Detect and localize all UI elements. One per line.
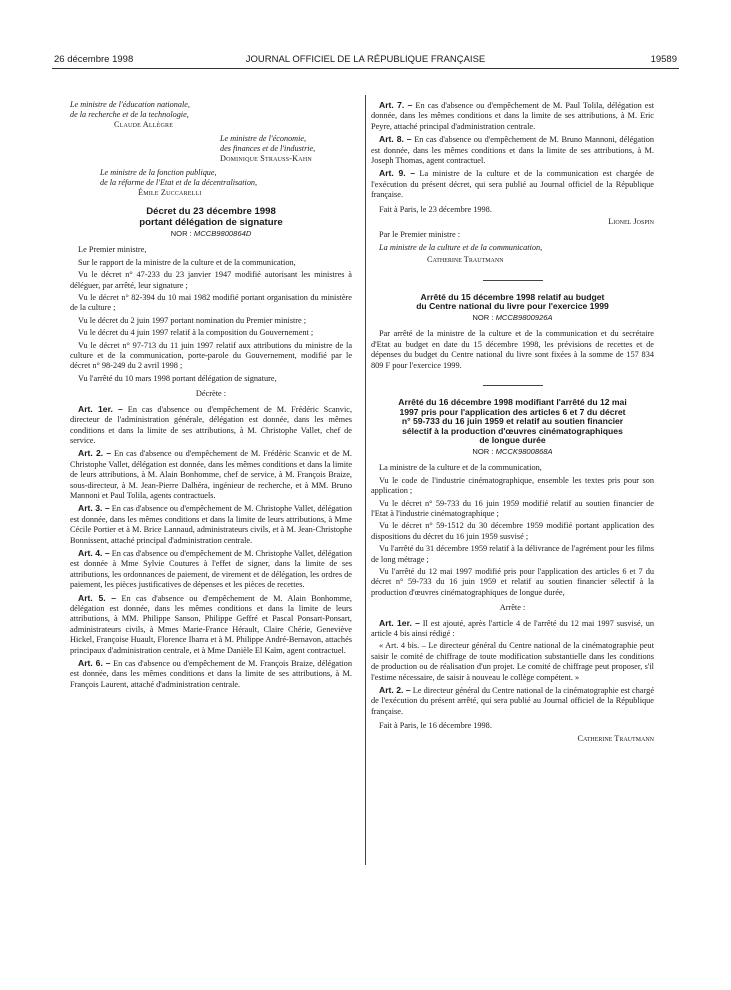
arrete1-nor: NOR : MCCB9800926A — [472, 312, 553, 322]
article-2: Art. 2. – En cas d'absence ou d'empêchement de M. Frédéric Scanvic et de M. Christophe Vallet, délégation est donnée, dans les mêmes conditions et dans la limite de leurs attributions, à M. Alain Bonhomme, chef de service, à M. François Braize, sous-directeur, à M. Jean-Pierre Dalhéra, ingénieur de recherche, et à MM. Bruno Mannoni et Paul Tolila, agents contractuels. — [70, 448, 352, 500]
arrete2-nor: NOR : MCCK9800868A — [472, 446, 553, 456]
article-5: Art. 5. – En cas d'absence ou d'empêchement de M. Alain Bonhomme, délégation est donnée, dans les mêmes conditions et dans la limite de leurs attributions, à MM. Philippe Sanson, Philippe Geffré et Pascal Ponsart-Ponsart, administrateurs civils, à Mmes Marie-France Hérault, Claire Chérie, Geneviève Hickel, Françoise Huault, Florence Ibarra et à M. Philippe André-Bernavon, attachés principaux d'administration centrale, et à Mme Danièle El Kaïm, agent contractuel. — [70, 592, 352, 655]
article-3: Art. 3. – En cas d'absence ou d'empêchement de M. Christophe Vallet, délégation est donnée, dans les mêmes conditions et dans la limite de leurs attributions, à Mme Cécile Portier et à M. Brice Lannaud, administrateurs civils, et à M. Jean-Christophe Bonnissent, attaché principal d'administration centrale. — [70, 503, 353, 545]
decree-paragraph: Vu le décret du 4 juin 1997 relatif à la composition du Gouvernement ; — [78, 328, 314, 338]
arrete1-title: Arrêté du 15 décembre 1998 relatif au budget du Centre national du livre pour l'exercice 1999 — [416, 291, 609, 312]
running-head — [52, 54, 679, 68]
page-number: 19589 — [650, 54, 677, 65]
journal-title: JOURNAL OFFICIEL DE LA RÉPUBLIQUE FRANÇAISE — [245, 54, 486, 65]
minister-name: Catherine Trautmann — [427, 255, 504, 265]
minister-line: La ministre de la culture et de la communication, — [379, 242, 543, 252]
decree-paragraph: Vu le décret n° 47-233 du 23 janvier 1947 modifié autorisant les ministres à déléguer, par arrêté, leur signature ; — [70, 270, 352, 290]
signatory-pm: Lionel Jospin — [608, 217, 654, 227]
arrete-word: Arrête : — [499, 603, 526, 613]
article-4: Art. 4. – En cas d'absence ou d'empêchement de M. Christophe Vallet, délégation est donnée à Mme Sylvie Coutures à l'effet de signer, dans la limite de ses attributions, les ordonnances de paiement, de virement et de délégation, les ordres de paiement, les pièces justificatives de dépenses et les pièces de recettes. — [70, 547, 353, 590]
decree-paragraph: Vu le décret n° 82-394 du 10 mai 1982 modifié portant organisation du ministère de la culture ; — [70, 293, 352, 313]
arrete2-done-at: Fait à Paris, le 16 décembre 1998. — [379, 721, 492, 731]
article-8: Art. 8. – En cas d'absence ou d'empêchement de M. Bruno Mannoni, délégation est donnée, dans les mêmes conditions et dans la limite de ses attributions, à M. Joseph Thomas, agent contractuel. — [371, 134, 654, 166]
page-date: 26 décembre 1998 — [54, 54, 134, 65]
decree-paragraph: Vu l'arrêté du 10 mars 1998 portant délégation de signature, — [78, 373, 277, 383]
article-1: Art. 1er. – En cas d'absence ou d'empêchement de M. Frédéric Scanvic, directeur de l'administration générale, délégation est donnée, dans les mêmes conditions et dans la limite de ses attributions, à M. Christophe Vallet, chef de service. — [70, 403, 353, 445]
article-7: Art. 7. – En cas d'absence ou d'empêchement de M. Paul Tolila, délégation est donnée, dans les mêmes conditions et dans la limite de ses attributions, à M. Eric Peyre, attaché principal d'administration centrale. — [371, 100, 654, 131]
left-column — [70, 100, 352, 692]
done-at: Fait à Paris, le 23 décembre 1998. — [379, 204, 492, 214]
arrete2-article-1: Art. 1er. – Il est ajouté, après l'article 4 de l'arrêté du 12 mai 1997 susvisé, un article 4 bis ainsi rédigé : — [371, 617, 654, 638]
column-divider — [365, 95, 366, 865]
signatory-name: Dominique Strauss-Kahn — [220, 154, 312, 163]
signature-education: Le ministre de l'éducation nationale, de la recherche et de la technologie, Claude Allègre — [70, 100, 352, 130]
by-pm: Par le Premier ministre : — [379, 230, 461, 240]
decree-paragraph: Vu le décret n° 97-713 du 11 juin 1997 relatif aux attributions du ministre de la culture et de la communication, porte-parole du Gouvernement, modifié par le décret n° 98-249 du 2 avril 1998 ; — [70, 340, 352, 371]
arrete2-paragraph: Vu l'arrêté du 31 décembre 1959 relatif à la délivrance de l'agrément pour les films de long métrage ; — [371, 544, 654, 564]
arrete2-paragraph: La ministre de la culture et de la communication, — [379, 463, 542, 473]
arrete2-signatory: Catherine Trautmann — [577, 733, 654, 743]
signatory-name: Émile Zuccarelli — [138, 188, 202, 197]
article-6: Art. 6. – En cas d'absence ou d'empêchement de M. François Braize, délégation est donnée, dans les mêmes conditions et dans la limite de ses attributions, à M. François Laurent, attaché d'administration centrale. — [70, 658, 352, 689]
decree-title: Décret du 23 décembre 1998 portant délégation de signature — [139, 206, 283, 228]
arrete2-title: Arrêté du 16 décembre 1998 modifiant l'arrêté du 12 mai 1997 pris pour l'application des articles 6 et 7 du décret n° 59-733 du 16 juin 1959 et relatif au soutien financier sélectif à la production d'œuvres cinématographiques de longue durée — [398, 396, 627, 446]
arrete2-quote: « Art. 4 bis. – Le directeur général du Centre national de la cinématographie peut saisir le comité de chiffrage de toute modification substantielle dans les conditions de production ou de réalisation d'un projet. Le comité de chiffrage peut proposer, s'il l'estime nécessaire, de saisir à nouveau le collège compétent. » — [371, 641, 654, 682]
arrete1-text: Par arrêté de la ministre de la culture et de la communication et du secrétaire d'Etat au budget en date du 15 décembre 1998, les prévisions de recettes et de dépenses du budget du Centre national du livre sont fixées à la somme de 157 834 809 F pour l'exercice 1999. — [371, 329, 654, 370]
section-rule — [483, 385, 543, 386]
arrete2-paragraph: Vu le code de l'industrie cinématographique, ensemble les textes pris pour son application ; — [371, 475, 654, 496]
decree-paragraph: Le Premier ministre, — [78, 245, 147, 255]
article-9: Art. 9. – La ministre de la culture et de la communication est chargée de l'exécution du présent décret, qui sera publié au Journal officiel de la République française. — [371, 168, 654, 200]
decree-paragraph: Vu le décret du 2 juin 1997 portant nomination du Premier ministre ; — [78, 315, 307, 325]
right-column — [371, 100, 654, 747]
signatory-name: Claude Allègre — [114, 120, 174, 129]
header-rule — [52, 68, 679, 69]
section-rule — [483, 280, 543, 281]
decree-paragraph: Sur le rapport de la ministre de la culture et de la communication, — [78, 257, 296, 267]
arrete2-article-2: Art. 2. – Le directeur général du Centre national de la cinématographie est chargé de l'exécution du présent arrêté, qui sera publié au Journal officiel de la République française. — [371, 685, 654, 716]
arrete2-paragraph: Vu l'arrêté du 12 mai 1997 modifié pris pour l'application des articles 6 et 7 du décret n° 59-733 du 16 juin 1959 et relatif au soutien financier sélectif à la production d'œuvres cinématographiques de longue durée, — [371, 566, 654, 597]
arrete2-paragraph: Vu le décret n° 59-733 du 16 juin 1959 modifié relatif au soutien financier de l'Etat à l'industrie cinématographique ; — [371, 498, 654, 518]
decrete-word: Décrète : — [195, 389, 227, 399]
signature-economy: Le ministre de l'économie, des finances et de l'industrie, Dominique Strauss-Kahn — [70, 134, 352, 164]
arrete2-paragraph: Vu le décret n° 59-1512 du 30 décembre 1959 modifié portant application des dispositions du décret du 16 juin 1959 susvisé ; — [371, 521, 654, 541]
signature-fonction-publique: Le ministre de la fonction publique, de la réforme de l'Etat et de la décentralisation, Émile Zuccarelli — [70, 168, 352, 198]
decree-nor: NOR : MCCB9800864D — [170, 229, 252, 238]
